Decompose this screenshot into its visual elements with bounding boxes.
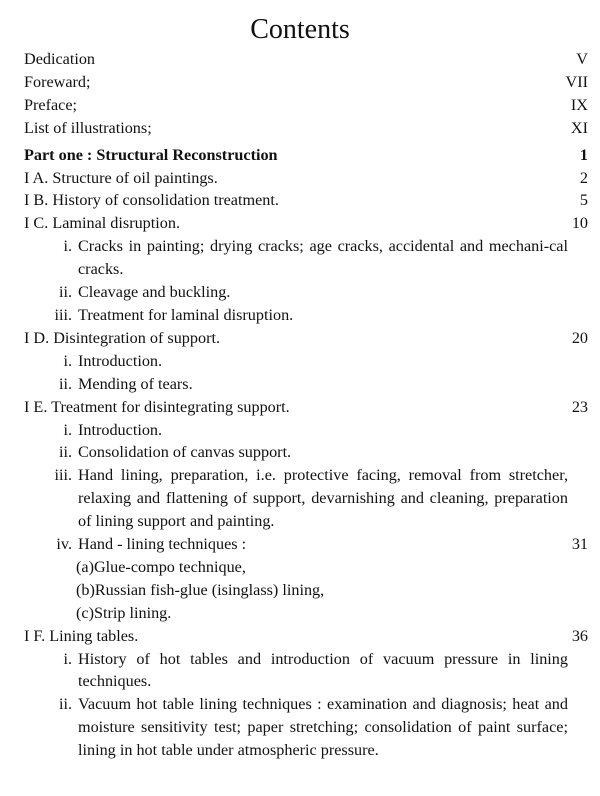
toc-subsubentry <box>24 556 588 579</box>
toc-part-heading <box>24 144 588 167</box>
toc-section-if <box>24 625 588 648</box>
toc-subentry <box>24 464 588 533</box>
subentry-number: ii. <box>58 374 72 393</box>
section-label: I C. Laminal disruption. <box>24 214 181 233</box>
subentry-text: Hand lining, preparation, i.e. protective facing, removal from stretcher, relaxing and flattening of support, devarnishing and cleaning, preparation of lining support and painting. <box>78 466 568 531</box>
toc-entry-preface <box>24 94 588 117</box>
subentry-text: Hand - lining techniques : <box>78 535 247 554</box>
part-label: Part one : Structural Reconstruction <box>24 145 278 164</box>
subsubentry-label: (a) <box>76 557 94 576</box>
toc-section-ie <box>24 396 588 419</box>
toc-entry-foreward <box>24 71 588 94</box>
page-title: Contents <box>250 14 350 45</box>
subentry-number: ii. <box>58 695 72 714</box>
part-page: 1 <box>579 145 588 164</box>
subentry-text: Treatment for laminal disruption. <box>78 305 294 324</box>
section-page: 5 <box>579 191 588 210</box>
subsubentry-text: Glue-compo technique, <box>93 557 246 576</box>
subentry-text: History of hot tables and introduction of vacuum pressure in lining techniques. <box>78 649 568 691</box>
section-page: 10 <box>571 214 588 233</box>
subentry-text: Cracks in painting; drying cracks; age cracks, accidental and mechani-cal cracks. <box>78 237 568 279</box>
section-page: 23 <box>571 397 588 416</box>
toc-subentry <box>24 281 588 304</box>
toc-subsubentry <box>24 602 588 625</box>
toc-subsubentry <box>24 579 588 602</box>
section-label: I E. Treatment for disintegrating support. <box>24 397 290 416</box>
section-label: I B. History of consolidation treatment. <box>24 191 279 210</box>
section-page: 20 <box>571 328 588 347</box>
subentry-number: i. <box>63 420 72 439</box>
toc-subentry <box>24 373 588 396</box>
entry-label: List of illustrations; <box>24 118 152 137</box>
section-label: I A. Structure of oil paintings. <box>24 168 218 187</box>
section-page: 36 <box>571 626 588 645</box>
entry-page: IX <box>570 95 588 114</box>
subsubentry-label: (c) <box>76 603 94 622</box>
entry-label: Foreward; <box>24 72 91 91</box>
subentry-number: ii. <box>58 443 72 462</box>
toc-subentry <box>24 533 588 556</box>
toc-subentry <box>24 648 588 694</box>
toc-entry-dedication <box>24 48 588 71</box>
subentry-text: Introduction. <box>78 351 163 370</box>
toc-subentry <box>24 350 588 373</box>
toc-subentry <box>24 304 588 327</box>
toc-subentry <box>24 441 588 464</box>
subentry-text: Introduction. <box>78 420 163 439</box>
subentry-number: i. <box>63 351 72 370</box>
toc-subentry <box>24 693 588 762</box>
toc-subentry <box>24 419 588 442</box>
entry-page: XI <box>570 118 588 137</box>
toc-section-ia <box>24 167 588 190</box>
entry-page: VII <box>565 72 588 91</box>
entry-label: Dedication <box>24 50 96 68</box>
subentry-number: iii. <box>54 305 72 324</box>
subentry-text: Consolidation of canvas support. <box>78 443 292 462</box>
toc-section-id <box>24 327 588 350</box>
toc-section-ic <box>24 212 588 235</box>
toc-section-ib <box>24 189 588 212</box>
subentry-number: i. <box>63 237 72 256</box>
section-label: I D. Disintegration of support. <box>24 328 221 347</box>
subentry-number: iii. <box>54 466 72 485</box>
subentry-page: 31 <box>571 535 588 554</box>
subsubentry-label: (b) <box>76 580 95 599</box>
subentry-number: i. <box>63 649 72 668</box>
subsubentry-text: Russian fish-glue (isinglass) lining, <box>94 580 325 599</box>
entry-page: V <box>576 50 588 68</box>
subentry-number: iv. <box>56 535 72 554</box>
subentry-text: Vacuum hot table lining techniques : examination and diagnosis; heat and moisture sensitivity test; paper stretching; consolidation of paint surface; lining in hot table under atmospheric pressure. <box>78 695 568 760</box>
entry-label: Preface; <box>24 95 78 114</box>
subsubentry-text: Strip lining. <box>93 603 172 622</box>
subentry-text: Mending of tears. <box>78 374 193 393</box>
toc-entry-illustrations <box>24 117 588 140</box>
toc-subentry <box>24 235 588 281</box>
section-label: I F. Lining tables. <box>24 626 139 645</box>
subentry-text: Cleavage and buckling. <box>78 283 231 302</box>
subentry-number: ii. <box>58 283 72 302</box>
contents-list <box>24 48 588 762</box>
section-page: 2 <box>579 168 588 187</box>
